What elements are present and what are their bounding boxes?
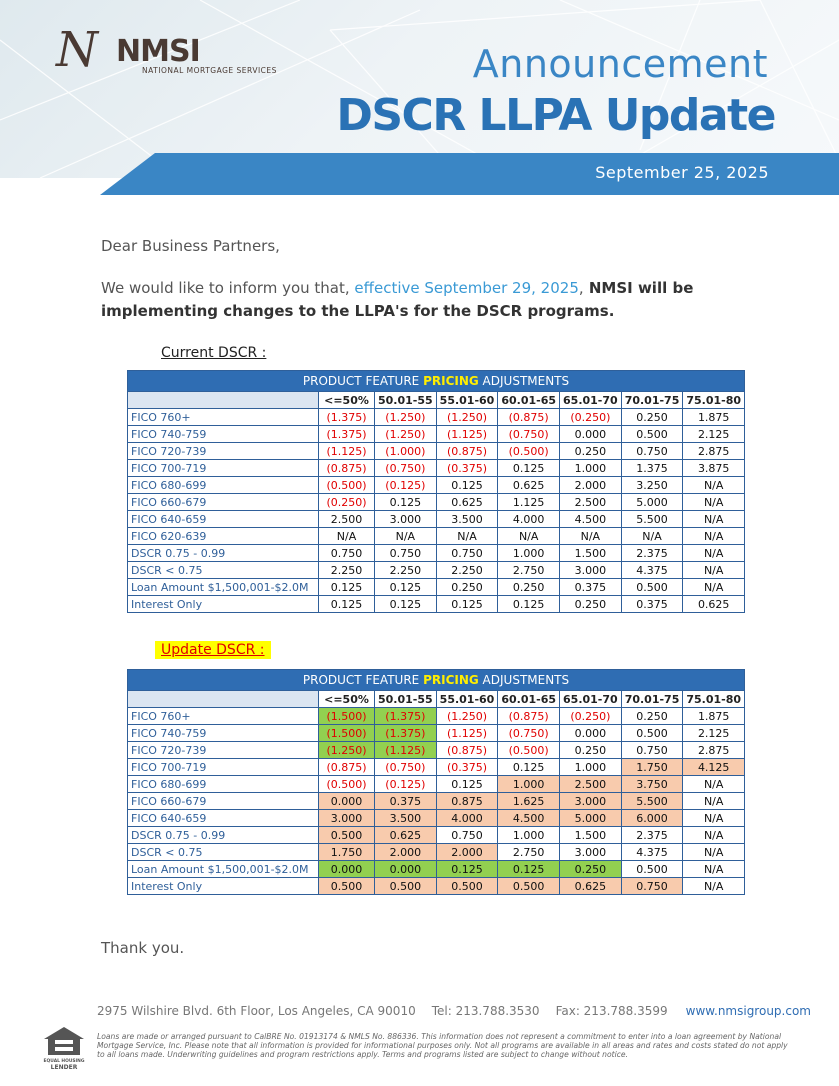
table-row (128, 426, 745, 443)
table-cell: (1.250) (436, 409, 498, 426)
page-title: DSCR LLPA Update (336, 90, 775, 141)
row-label: Loan Amount $1,500,001-$2.0M (128, 579, 319, 596)
column-header: 75.01-80 (683, 392, 745, 409)
row-label: Interest Only (128, 878, 319, 895)
table-cell: (1.500) (319, 725, 375, 742)
table-cell: 5.500 (621, 511, 683, 528)
table-cell: 0.625 (683, 596, 745, 613)
update-dscr-label: Update DSCR : (155, 641, 271, 659)
table-cell: 0.250 (560, 443, 622, 460)
row-label: FICO 680-699 (128, 477, 319, 494)
table-row (128, 776, 745, 793)
row-label: FICO 720-739 (128, 742, 319, 759)
table-cell: 0.125 (319, 579, 375, 596)
table-cell: 4.500 (560, 511, 622, 528)
row-label: FICO 640-659 (128, 511, 319, 528)
table-cell: 0.750 (436, 545, 498, 562)
table-cell: (0.875) (319, 759, 375, 776)
table-cell: 4.000 (436, 810, 498, 827)
table-cell: 1.125 (498, 494, 560, 511)
table-cell: 0.750 (621, 742, 683, 759)
table-cell: 0.750 (375, 545, 437, 562)
table-cell: (0.500) (319, 776, 375, 793)
row-label: FICO 700-719 (128, 759, 319, 776)
table-cell: (0.125) (375, 776, 437, 793)
table-cell: 0.500 (621, 426, 683, 443)
row-label: DSCR 0.75 - 0.99 (128, 545, 319, 562)
table-cell: 0.500 (436, 878, 498, 895)
intro-text: We would like to inform you that, (101, 279, 355, 297)
table-cell: 0.250 (436, 579, 498, 596)
table-cell: 0.250 (621, 708, 683, 725)
table-cell: 0.625 (436, 494, 498, 511)
table-cell: (1.375) (319, 409, 375, 426)
table-row (128, 810, 745, 827)
table-row (128, 742, 745, 759)
table-row (128, 844, 745, 861)
table-cell: N/A (683, 528, 745, 545)
table-cell: (0.250) (560, 708, 622, 725)
table-cell: (0.500) (498, 443, 560, 460)
table-cell: 1.000 (498, 776, 560, 793)
table-cell: 4.375 (621, 562, 683, 579)
table-cell: 0.375 (375, 793, 437, 810)
table-cell: N/A (683, 810, 745, 827)
table-cell: 4.375 (621, 844, 683, 861)
table-row (128, 545, 745, 562)
table-row (128, 460, 745, 477)
banner-text-post: ADJUSTMENTS (478, 673, 570, 687)
table-cell: 0.125 (375, 579, 437, 596)
table-row (128, 708, 745, 725)
table-cell: 1.000 (498, 827, 560, 844)
table-cell: (0.250) (560, 409, 622, 426)
table-row (128, 409, 745, 426)
table-cell: 0.750 (621, 878, 683, 895)
effective-date: effective September 29, 2025 (354, 279, 579, 297)
table-cell: 0.125 (436, 861, 498, 878)
table-row (128, 443, 745, 460)
table-cell: (1.250) (319, 742, 375, 759)
announcement-heading: Announcement (472, 42, 768, 86)
row-label: FICO 660-679 (128, 793, 319, 810)
greeting: Dear Business Partners, (101, 237, 280, 255)
table-cell: 0.125 (375, 494, 437, 511)
table-cell: 2.250 (375, 562, 437, 579)
column-header-row (128, 691, 745, 708)
table-cell: 2.875 (683, 443, 745, 460)
table-cell: 1.625 (498, 793, 560, 810)
banner-text-post: ADJUSTMENTS (478, 374, 570, 388)
row-label: DSCR < 0.75 (128, 562, 319, 579)
table-cell: 2.000 (375, 844, 437, 861)
footer-tel: Tel: 213.788.3530 (431, 1004, 540, 1018)
table-cell: 4.125 (683, 759, 745, 776)
table-cell: 0.500 (621, 725, 683, 742)
row-label: FICO 740-759 (128, 725, 319, 742)
row-label: DSCR 0.75 - 0.99 (128, 827, 319, 844)
table-cell: 2.375 (621, 827, 683, 844)
table-row (128, 878, 745, 895)
current-pricing-table (127, 370, 745, 613)
table-cell: (0.375) (436, 759, 498, 776)
table-cell: 3.000 (560, 844, 622, 861)
table-cell: 0.625 (375, 827, 437, 844)
table-cell: 0.125 (436, 477, 498, 494)
table-cell: 0.000 (319, 793, 375, 810)
table-cell: 0.500 (319, 827, 375, 844)
table-cell: 2.250 (436, 562, 498, 579)
table-cell: (1.000) (375, 443, 437, 460)
table-cell: 2.500 (560, 494, 622, 511)
row-label: FICO 740-759 (128, 426, 319, 443)
table-row (128, 861, 745, 878)
table-cell: N/A (683, 827, 745, 844)
table-row (128, 793, 745, 810)
table-cell: (0.375) (436, 460, 498, 477)
table-cell: N/A (683, 477, 745, 494)
table-cell: 0.250 (560, 861, 622, 878)
table-cell: N/A (319, 528, 375, 545)
table-cell: N/A (375, 528, 437, 545)
logo-subtitle: NATIONAL MORTGAGE SERVICES (142, 66, 277, 75)
row-label: FICO 760+ (128, 409, 319, 426)
table-banner (128, 670, 745, 691)
column-header: 70.01-75 (621, 392, 683, 409)
column-header: <=50% (319, 392, 375, 409)
table-row (128, 511, 745, 528)
table-cell: N/A (683, 511, 745, 528)
table-cell: (0.875) (436, 443, 498, 460)
table-cell: (1.250) (436, 708, 498, 725)
footer-address: 2975 Wilshire Blvd. 6th Floor, Los Angeles, CA 90010 (97, 1004, 416, 1018)
table-cell: N/A (683, 878, 745, 895)
table-cell: N/A (683, 776, 745, 793)
banner-text-highlight: PRICING (423, 374, 479, 388)
table-row (128, 562, 745, 579)
table-cell: (1.125) (319, 443, 375, 460)
table-cell: (1.375) (375, 725, 437, 742)
column-header-blank (128, 691, 319, 708)
banner-text-pre: PRODUCT FEATURE (302, 673, 424, 687)
table-cell: (1.500) (319, 708, 375, 725)
table-cell: 3.000 (375, 511, 437, 528)
table-cell: 0.500 (319, 878, 375, 895)
column-header: 70.01-75 (621, 691, 683, 708)
column-header: 65.01-70 (560, 691, 622, 708)
table-cell: 1.000 (560, 759, 622, 776)
table-cell: 1.000 (560, 460, 622, 477)
table-cell: 0.250 (560, 596, 622, 613)
row-label: DSCR < 0.75 (128, 844, 319, 861)
table-cell: (0.500) (498, 742, 560, 759)
table-cell: (0.250) (319, 494, 375, 511)
table-cell: N/A (683, 562, 745, 579)
table-cell: (0.750) (498, 426, 560, 443)
intro-comma: , (578, 279, 584, 297)
table-cell: 0.750 (621, 443, 683, 460)
table-cell: 0.125 (498, 861, 560, 878)
table-cell: 2.125 (683, 426, 745, 443)
table-cell: 2.000 (560, 477, 622, 494)
current-dscr-label: Current DSCR : (161, 345, 267, 361)
table-cell: 2.500 (319, 511, 375, 528)
announcement-date: September 25, 2025 (595, 163, 769, 182)
row-label: FICO 760+ (128, 708, 319, 725)
table-cell: 4.000 (498, 511, 560, 528)
table-cell: 5.000 (621, 494, 683, 511)
table-cell: N/A (683, 494, 745, 511)
table-cell: 1.000 (498, 545, 560, 562)
table-cell: (0.750) (375, 460, 437, 477)
table-cell: 1.500 (560, 827, 622, 844)
table-cell: N/A (683, 545, 745, 562)
table-cell: 0.625 (498, 477, 560, 494)
column-header: 60.01-65 (498, 392, 560, 409)
table-cell: 0.000 (560, 725, 622, 742)
table-cell: 0.125 (498, 759, 560, 776)
banner-text-pre: PRODUCT FEATURE (302, 374, 424, 388)
table-cell: 0.375 (621, 596, 683, 613)
table-cell: (1.125) (375, 742, 437, 759)
equal-housing-lender-icon (40, 1025, 88, 1071)
table-cell: (0.750) (375, 759, 437, 776)
column-header: 75.01-80 (683, 691, 745, 708)
table-cell: 3.000 (560, 793, 622, 810)
table-cell: 0.125 (498, 460, 560, 477)
table-cell: 5.500 (621, 793, 683, 810)
table-cell: 1.500 (560, 545, 622, 562)
table-cell: (0.500) (319, 477, 375, 494)
table-row (128, 827, 745, 844)
table-cell: 0.000 (375, 861, 437, 878)
table-cell: 0.000 (319, 861, 375, 878)
table-cell: 2.875 (683, 742, 745, 759)
table-cell: 0.125 (436, 776, 498, 793)
update-pricing-table (127, 669, 745, 895)
logo-script-letter: N (56, 22, 98, 78)
table-cell: 0.250 (498, 579, 560, 596)
table-cell: 5.000 (560, 810, 622, 827)
table-banner-row (128, 670, 745, 691)
table-cell: 0.125 (436, 596, 498, 613)
table-cell: 2.000 (436, 844, 498, 861)
table-cell: (1.375) (319, 426, 375, 443)
table-cell: 3.000 (319, 810, 375, 827)
column-header: 50.01-55 (375, 392, 437, 409)
table-banner (128, 371, 745, 392)
table-cell: 2.375 (621, 545, 683, 562)
table-cell: 3.500 (375, 810, 437, 827)
table-cell: 4.500 (498, 810, 560, 827)
table-cell: 1.375 (621, 460, 683, 477)
table-cell: 3.000 (560, 562, 622, 579)
table-cell: (0.875) (436, 742, 498, 759)
row-label: FICO 620-639 (128, 528, 319, 545)
column-header: 55.01-60 (436, 691, 498, 708)
table-cell: N/A (498, 528, 560, 545)
table-cell: 0.750 (436, 827, 498, 844)
table-cell: 3.750 (621, 776, 683, 793)
column-header: 65.01-70 (560, 392, 622, 409)
row-label: Loan Amount $1,500,001-$2.0M (128, 861, 319, 878)
table-cell: 0.125 (375, 596, 437, 613)
column-header: 50.01-55 (375, 691, 437, 708)
legal-disclaimer: Loans are made or arranged pursuant to CalBRE No. 01913174 & NMLS No. 886336. This information does not represent a commitment to enter into a loan agreement by National Mortgage Service, Inc. Please note that all information is provided for informational purposes only. Not all programs are available in all areas and rates and costs stated do not apply to all loans made. Underwriting guidelines and program restrictions apply. Terms and programs listed are subject to change without notice. (97, 1032, 788, 1059)
table-cell: 1.875 (683, 708, 745, 725)
table-cell: (1.125) (436, 426, 498, 443)
table-banner-row (128, 371, 745, 392)
footer-fax: Fax: 213.788.3599 (555, 1004, 668, 1018)
table-cell: 2.750 (498, 562, 560, 579)
table-row (128, 596, 745, 613)
table-cell: 0.625 (560, 878, 622, 895)
table-cell: 2.125 (683, 725, 745, 742)
table-cell: 1.875 (683, 409, 745, 426)
svg-text:EQUAL HOUSING: EQUAL HOUSING (43, 1059, 85, 1064)
table-cell: 0.000 (560, 426, 622, 443)
table-cell: (1.125) (436, 725, 498, 742)
banner-text-highlight: PRICING (423, 673, 479, 687)
table-cell: 0.875 (436, 793, 498, 810)
table-cell: 6.000 (621, 810, 683, 827)
column-header-blank (128, 392, 319, 409)
table-row (128, 528, 745, 545)
row-label: FICO 700-719 (128, 460, 319, 477)
table-cell: 0.750 (319, 545, 375, 562)
column-header: 60.01-65 (498, 691, 560, 708)
table-cell: 1.750 (319, 844, 375, 861)
table-cell: 2.750 (498, 844, 560, 861)
table-cell: 1.750 (621, 759, 683, 776)
closing: Thank you. (101, 939, 185, 957)
table-cell: 0.250 (560, 742, 622, 759)
column-header-row (128, 392, 745, 409)
table-row (128, 579, 745, 596)
row-label: FICO 660-679 (128, 494, 319, 511)
nmsi-logo (56, 22, 286, 82)
table-cell: 0.250 (621, 409, 683, 426)
table-cell: 3.250 (621, 477, 683, 494)
intro-paragraph (101, 277, 741, 323)
table-row (128, 725, 745, 742)
table-cell: 0.500 (375, 878, 437, 895)
table-cell: (0.875) (498, 708, 560, 725)
svg-text:LENDER: LENDER (50, 1064, 78, 1071)
column-header: <=50% (319, 691, 375, 708)
table-cell: (1.250) (375, 409, 437, 426)
table-cell: 0.500 (621, 579, 683, 596)
table-cell: (1.250) (375, 426, 437, 443)
row-label: FICO 720-739 (128, 443, 319, 460)
table-cell: (0.875) (498, 409, 560, 426)
table-row (128, 477, 745, 494)
row-label: Interest Only (128, 596, 319, 613)
table-cell: 0.500 (498, 878, 560, 895)
table-cell: 3.500 (436, 511, 498, 528)
table-cell: N/A (683, 861, 745, 878)
table-cell: N/A (683, 579, 745, 596)
footer-contact (97, 1004, 811, 1018)
table-cell: N/A (683, 793, 745, 810)
table-cell: 2.500 (560, 776, 622, 793)
table-cell: 0.375 (560, 579, 622, 596)
table-cell: (0.125) (375, 477, 437, 494)
table-cell: 2.250 (319, 562, 375, 579)
table-cell: 3.875 (683, 460, 745, 477)
intro-bold-text: NMSI will be implementing changes to the LLPA's for the DSCR programs. (101, 279, 694, 320)
table-cell: (1.375) (375, 708, 437, 725)
website-link[interactable]: www.nmsigroup.com (685, 1004, 811, 1018)
table-cell: (0.750) (498, 725, 560, 742)
row-label: FICO 680-699 (128, 776, 319, 793)
table-row (128, 494, 745, 511)
table-cell: 0.500 (621, 861, 683, 878)
table-row (128, 759, 745, 776)
table-cell: N/A (683, 844, 745, 861)
logo-wordmark: NMSI (116, 34, 200, 69)
row-label: FICO 640-659 (128, 810, 319, 827)
table-cell: 0.125 (498, 596, 560, 613)
table-cell: (0.875) (319, 460, 375, 477)
table-cell: 0.125 (319, 596, 375, 613)
table-cell: N/A (621, 528, 683, 545)
table-cell: N/A (436, 528, 498, 545)
column-header: 55.01-60 (436, 392, 498, 409)
table-cell: N/A (560, 528, 622, 545)
